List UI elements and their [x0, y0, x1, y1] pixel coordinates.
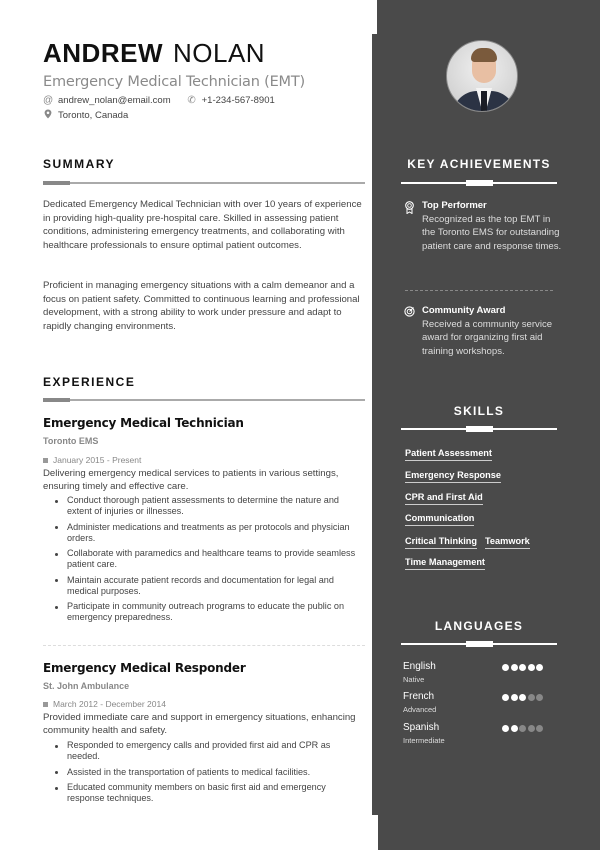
- job-dates-text: March 2012 - December 2014: [53, 699, 166, 709]
- rating-dot-filled: [502, 725, 509, 732]
- job-dates: [43, 455, 141, 465]
- phone-icon: ✆: [187, 95, 196, 106]
- target-icon: [404, 306, 415, 320]
- contact-row: [43, 95, 275, 106]
- skills-divider: [401, 428, 557, 430]
- candidate-name: [43, 38, 265, 69]
- achievements-divider: [401, 182, 557, 184]
- rating-dot-filled: [536, 664, 543, 671]
- achievement-description: Recognized as the top EMT in the Toronto EMS for outstanding patient care and response times.: [422, 214, 562, 252]
- job-role: Emergency Medical Responder: [43, 661, 246, 675]
- last-name: NOLAN: [173, 38, 266, 68]
- rating-dot-filled: [511, 725, 518, 732]
- language-name: English: [403, 661, 436, 672]
- job-bullets: [55, 495, 365, 628]
- rating-dot-empty: [519, 725, 526, 732]
- location-text: Toronto, Canada: [58, 110, 129, 121]
- rating-dot-filled: [519, 694, 526, 701]
- language-level: Advanced: [403, 705, 437, 714]
- rating-dot-filled: [528, 664, 535, 671]
- phone-link[interactable]: +1-234-567-8901: [201, 95, 275, 106]
- calendar-icon: [43, 458, 48, 463]
- skill-tag: Emergency Response: [405, 470, 501, 483]
- sidebar-edge-notch: [372, 815, 378, 850]
- language-name: Spanish: [403, 722, 440, 733]
- map-pin-icon: [43, 109, 53, 122]
- summary-divider: [43, 182, 365, 184]
- summary-paragraph: Dedicated Emergency Medical Technician with over 10 years of experience in providing high-quality pre-hospital care. Skilled in assessing patient conditions, administering emergency treatments, and collaborating with healthcare professionals to ensure optimal patient outcomes.: [43, 199, 362, 251]
- achievement-description: Received a community service award for organizing first aid training workshops.: [422, 319, 553, 357]
- skill-tag: Critical Thinking: [405, 536, 477, 549]
- skills-heading: SKILLS: [453, 404, 505, 418]
- skill-tag: CPR and First Aid: [405, 492, 483, 505]
- bullet-item: Administer medications and treatments as per protocols and physician orders.: [55, 522, 365, 544]
- at-icon: @: [43, 95, 54, 106]
- language-rating: [502, 664, 545, 671]
- summary-heading: SUMMARY: [43, 157, 116, 171]
- language-level: Intermediate: [403, 736, 445, 745]
- languages-divider: [401, 643, 557, 645]
- rating-dot-filled: [502, 664, 509, 671]
- language-level: Native: [403, 675, 425, 684]
- calendar-icon: [43, 702, 48, 707]
- bullet-item: Conduct thorough patient assessments to determine the nature and extent of injuries or illnesses.: [55, 495, 365, 517]
- summary-paragraph: Proficient in managing emergency situations with a calm demeanor and a focus on patient safety. Committed to continuous learning and professional development, with a strong ability to work under pressure and adapt to rapidly changing environments.: [43, 280, 360, 332]
- bullet-item: Collaborate with paramedics and healthcare teams to provide seamless patient care.: [55, 548, 365, 570]
- job-dates: [43, 699, 166, 709]
- rating-dot-filled: [511, 694, 518, 701]
- bullet-item: Maintain accurate patient records and documentation for legal and medical purposes.: [55, 575, 365, 597]
- job-description: Delivering emergency medical services to patients in various settings, ensuring timely and effective care.: [43, 468, 339, 492]
- award-ribbon-icon: [404, 201, 415, 217]
- experience-divider: [43, 399, 365, 401]
- job-role: Emergency Medical Technician: [43, 416, 244, 430]
- skill-tag: Teamwork: [485, 536, 530, 549]
- rating-dot-empty: [536, 694, 543, 701]
- skill-tag: Time Management: [405, 557, 485, 570]
- experience-heading: EXPERIENCE: [43, 375, 136, 389]
- job-company: Toronto EMS: [43, 436, 99, 446]
- bullet-item: Responded to emergency calls and provided first aid and CPR as needed.: [55, 740, 365, 762]
- sidebar-edge: [372, 34, 378, 850]
- bullet-item: Educated community members on basic first aid and emergency response techniques.: [55, 782, 365, 804]
- job-separator: [43, 645, 365, 646]
- rating-dot-empty: [536, 725, 543, 732]
- language-name: French: [403, 691, 435, 702]
- languages-heading: LANGUAGES: [434, 619, 524, 633]
- skill-tag: Patient Assessment: [405, 448, 492, 461]
- skill-tag: Communication: [405, 513, 474, 526]
- rating-dot-empty: [528, 725, 535, 732]
- bullet-item: Assisted in the transportation of patients to medical facilities.: [55, 767, 365, 778]
- job-title-heading: Emergency Medical Technician (EMT): [43, 74, 305, 90]
- job-description: Provided immediate care and support in emergency situations, enhancing community health and safety.: [43, 712, 356, 736]
- job-company: St. John Ambulance: [43, 681, 130, 691]
- bullet-item: Participate in community outreach programs to educate the public on emergency preparedness.: [55, 601, 365, 623]
- achievement-separator: [405, 290, 553, 291]
- rating-dot-filled: [519, 664, 526, 671]
- first-name: ANDREW: [43, 38, 163, 68]
- language-rating: [502, 694, 545, 701]
- profile-photo: [446, 40, 518, 112]
- language-rating: [502, 725, 545, 732]
- achievement-title: Top Performer: [422, 200, 487, 211]
- achievement-title: Community Award: [422, 305, 506, 316]
- rating-dot-filled: [502, 694, 509, 701]
- location-row: [43, 109, 128, 122]
- rating-dot-filled: [511, 664, 518, 671]
- job-dates-text: January 2015 - Present: [53, 455, 142, 465]
- email-link[interactable]: andrew_nolan@email.com: [58, 95, 171, 106]
- achievements-heading: KEY ACHIEVEMENTS: [407, 157, 551, 171]
- job-bullets: [55, 740, 365, 809]
- rating-dot-empty: [528, 694, 535, 701]
